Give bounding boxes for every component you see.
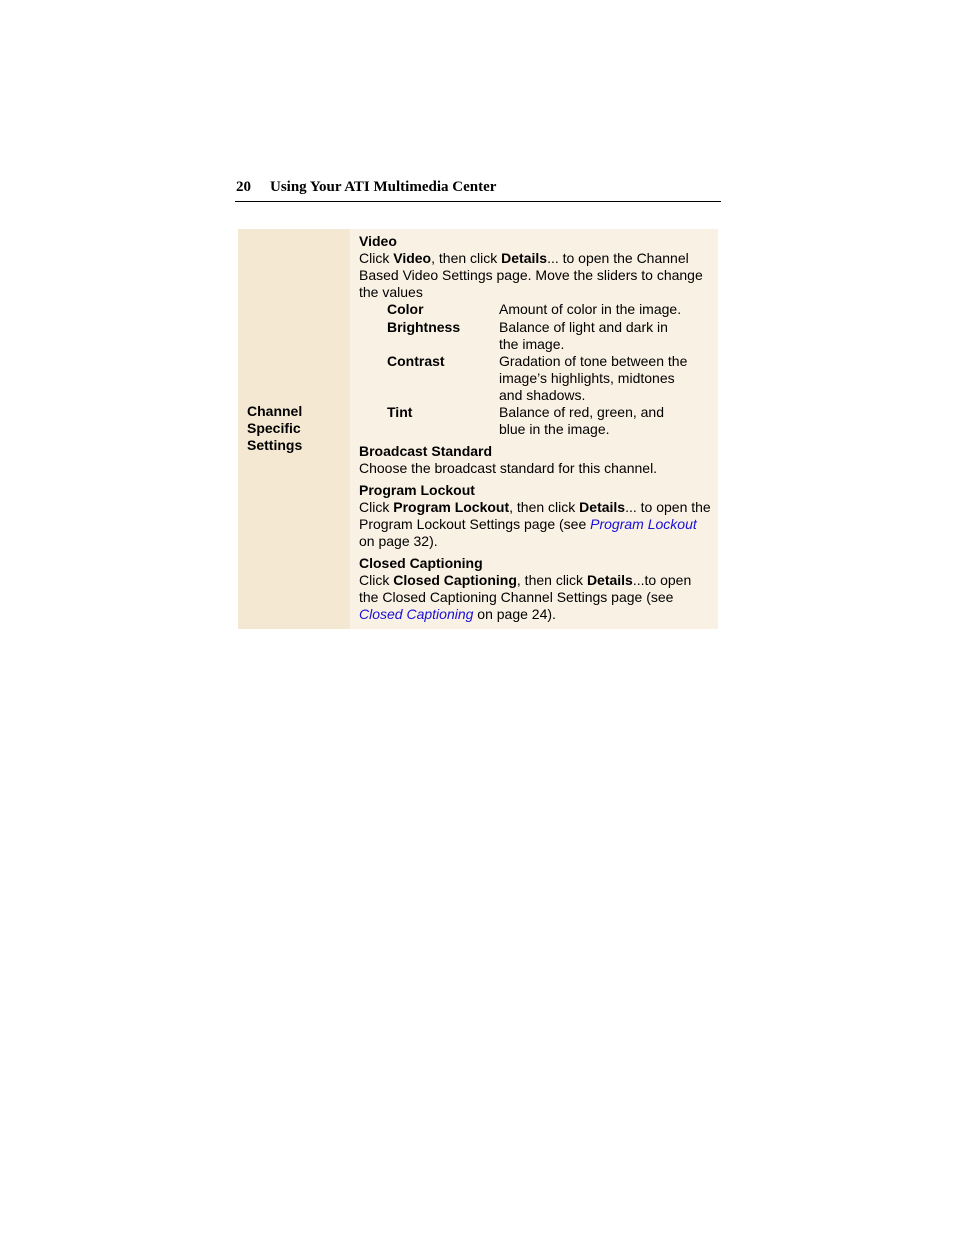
setting-term: Tint <box>387 404 413 420</box>
setting-description: Balance of light and dark in the image. <box>499 319 668 352</box>
video-section-title: Video <box>359 233 397 249</box>
video-description: Click Video, then click Details... to open the Channel Based Video Settings page. Move the sliders to change the values <box>359 250 703 300</box>
lockout-description: Click Program Lockout, then click Details... to open the Program Lockout Settings page (see Program Lockout on page 32). <box>359 499 711 549</box>
row-label-line: Channel <box>247 403 303 419</box>
setting-description: Balance of red, green, and blue in the image. <box>499 404 665 437</box>
setting-description: Amount of color in the image. <box>499 301 682 317</box>
page-header <box>235 177 721 202</box>
setting-term: Color <box>387 301 424 317</box>
captioning-description: Click Closed Captioning, then click Details...to open the Closed Captioning Channel Settings page (see Closed Captioning on page 24). <box>359 572 692 622</box>
row-label <box>247 403 347 454</box>
program-lockout-link[interactable]: Program Lockout <box>590 516 697 532</box>
video-settings-list <box>359 301 714 438</box>
lockout-section-title: Program Lockout <box>359 482 475 498</box>
row-content <box>359 233 714 623</box>
setting-description: Gradation of tone between the image’s highlights, midtones and shadows. <box>499 353 688 403</box>
settings-table <box>238 229 718 629</box>
setting-row-tint <box>359 404 714 438</box>
chapter-title: Using Your ATI Multimedia Center <box>270 179 497 195</box>
setting-row-brightness <box>359 319 714 353</box>
setting-row-contrast <box>359 353 714 404</box>
page-number: 20 <box>236 179 251 195</box>
broadcast-description: Choose the broadcast standard for this channel. <box>359 460 658 476</box>
setting-term: Brightness <box>387 319 461 335</box>
setting-row-color <box>359 301 714 318</box>
row-content-cell <box>350 229 718 629</box>
captioning-section-title: Closed Captioning <box>359 555 483 571</box>
closed-captioning-link[interactable]: Closed Captioning <box>359 606 474 622</box>
setting-term: Contrast <box>387 353 445 369</box>
broadcast-section-title: Broadcast Standard <box>359 443 493 459</box>
row-label-line: Specific <box>247 420 301 436</box>
row-label-line: Settings <box>247 437 303 453</box>
row-label-cell <box>238 229 350 629</box>
